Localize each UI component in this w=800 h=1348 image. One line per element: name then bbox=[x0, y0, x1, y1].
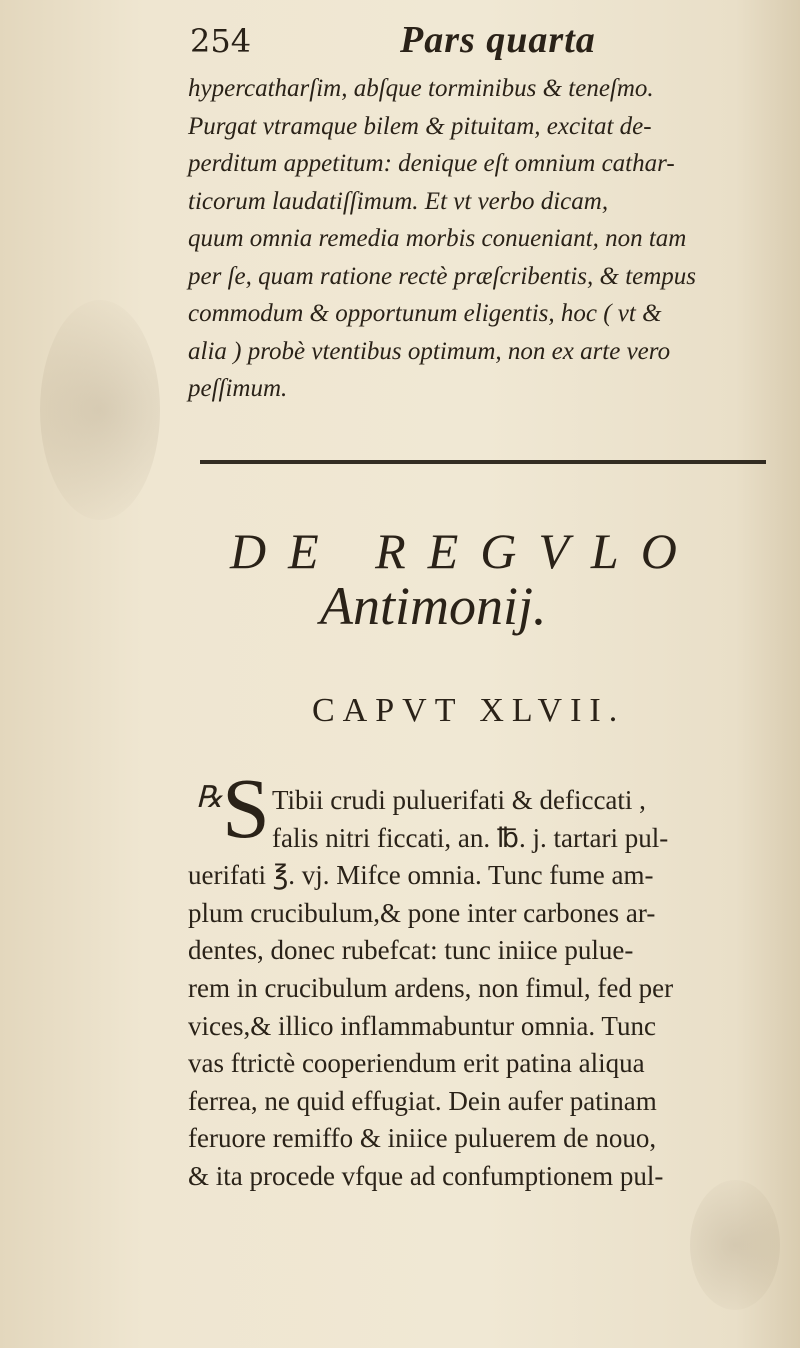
text-line: quum omnia remedia morbis conueniant, non tam bbox=[188, 225, 687, 252]
text-line: per ſe, quam ratione rectè præſcribentis, & tempus bbox=[188, 262, 697, 290]
section-title: DE REGVLO bbox=[230, 523, 699, 579]
text-line: plum crucibulum,& pone inter carbones ar- bbox=[188, 897, 656, 928]
running-head: Pars quarta bbox=[400, 19, 596, 61]
recipe-sign-icon: ℞ bbox=[196, 780, 223, 815]
text-line: ticorum laudatiſſimum. Et vt verbo dicam, bbox=[188, 187, 609, 215]
recipe-paragraph bbox=[188, 782, 768, 1196]
chapter-heading: CAPVT XLVII. bbox=[312, 692, 626, 729]
italic-paragraph bbox=[188, 70, 768, 408]
page-header bbox=[190, 18, 750, 68]
page-number: 254 bbox=[190, 22, 252, 60]
text-line: dentes, donec rubefcat: tunc iniice pulue- bbox=[188, 935, 634, 966]
text-line: Tibii crudi puluerifati & deficcati , bbox=[272, 785, 646, 815]
text-line: vas ftrictè cooperiendum erit patina aliqua bbox=[188, 1048, 645, 1079]
text-line: Purgat vtramque bilem & pituitam, excitat de- bbox=[188, 112, 652, 140]
paper-stain bbox=[690, 1180, 780, 1310]
text-line: vices,& illico inflammabuntur omnia. Tunc bbox=[188, 1010, 656, 1041]
text-line: uerifati ℥. vj. Mifce omnia. Tunc fume am- bbox=[188, 860, 654, 891]
text-line: perditum appetitum: denique eſt omnium cathar- bbox=[188, 150, 675, 177]
text-line: alia ) probè vtentibus optimum, non ex arte vero bbox=[188, 337, 671, 365]
text-line: feruore remiffo & iniice puluerem de nouo, bbox=[188, 1123, 657, 1154]
text-line: commodum & opportunum eligentis, hoc ( vt & bbox=[188, 300, 662, 327]
paper-stain bbox=[40, 300, 160, 520]
section-subtitle: Antimonij. bbox=[320, 576, 547, 636]
text-line: ferrea, ne quid effugiat. Dein aufer patinam bbox=[188, 1085, 657, 1116]
text-line: peſſimum. bbox=[188, 375, 288, 402]
drop-cap: S bbox=[222, 760, 270, 856]
section-divider bbox=[200, 460, 766, 464]
text-line: rem in crucibulum ardens, non fimul, fed per bbox=[188, 972, 674, 1003]
text-line: falis nitri ficcati, an. ℔. j. tartari pul- bbox=[272, 822, 669, 853]
text-line: hypercatharſim, abſque torminibus & teneſmo. bbox=[188, 75, 654, 102]
text-line: & ita procede vfque ad confumptionem pul- bbox=[188, 1160, 664, 1191]
